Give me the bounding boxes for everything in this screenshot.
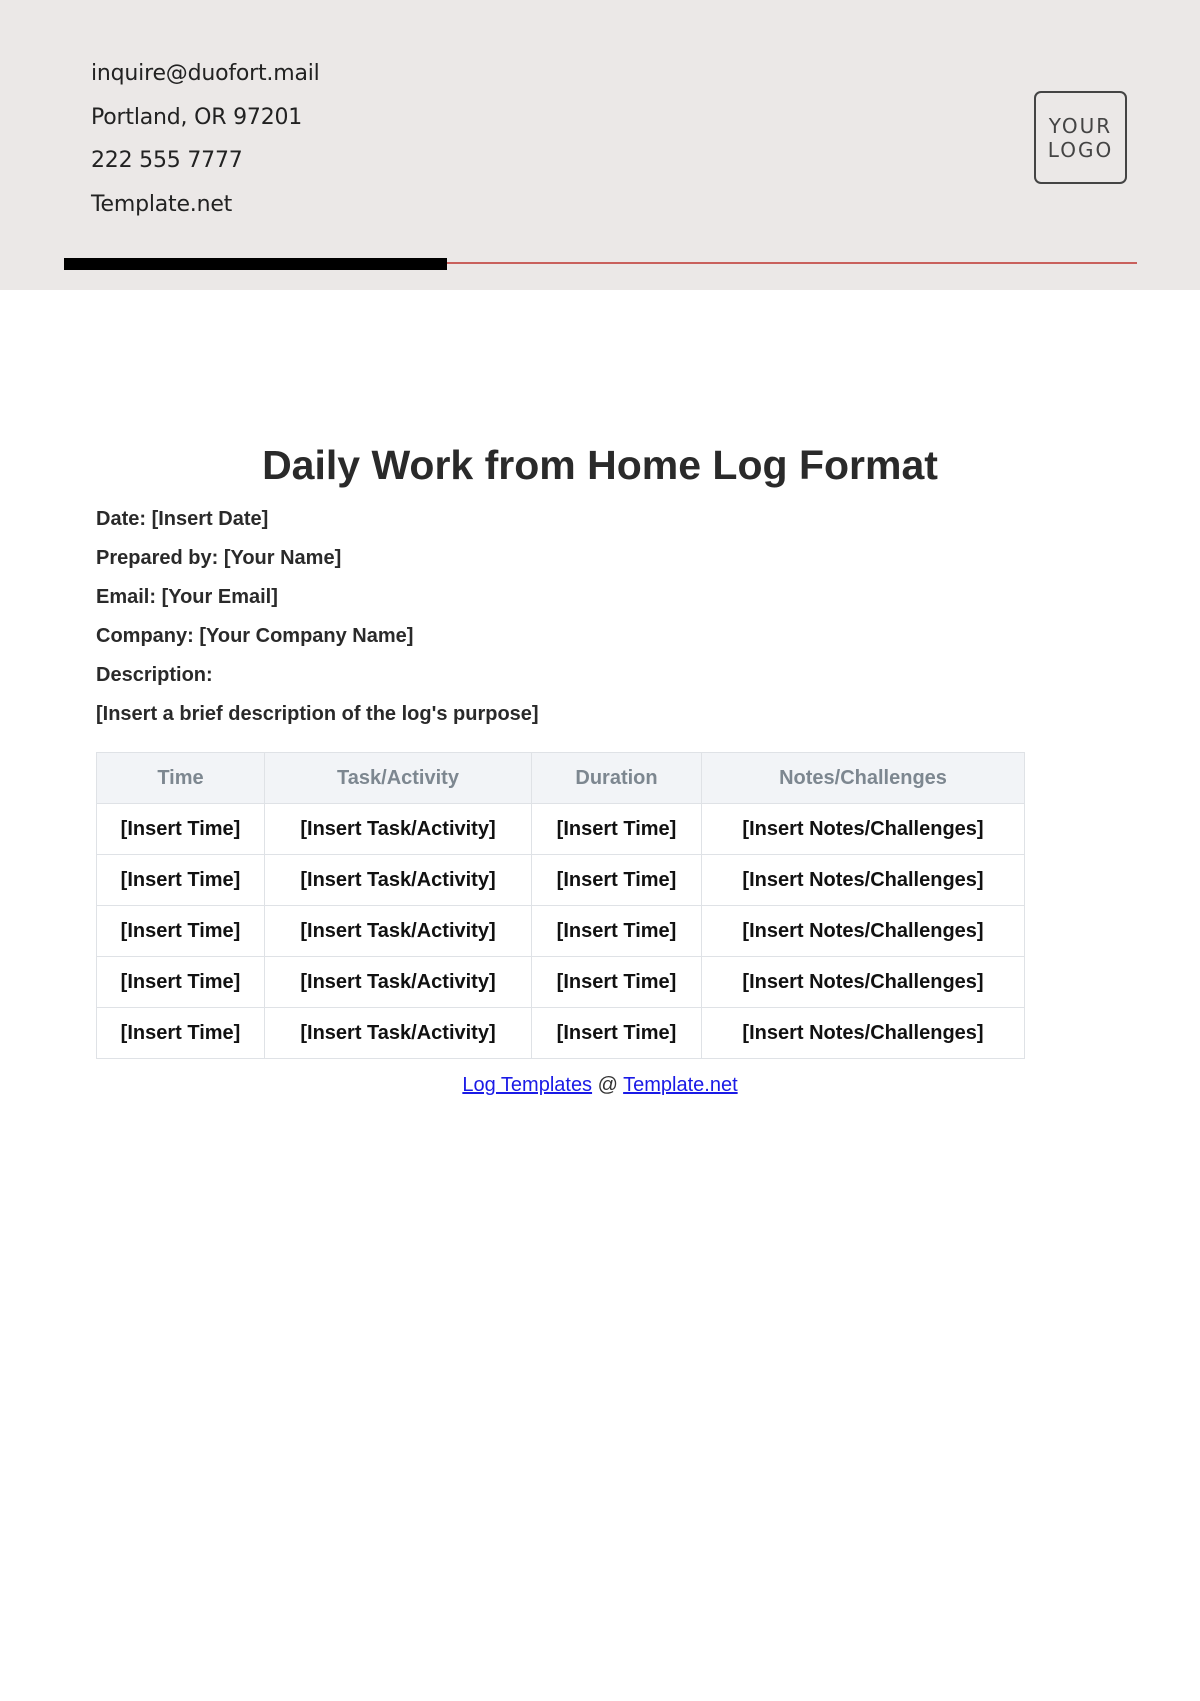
info-email: Email: [Your Email]	[96, 586, 278, 608]
table-row	[97, 1008, 1025, 1059]
logo-text-line1: YOUR	[1048, 113, 1113, 138]
column-header-task: Task/Activity	[265, 753, 532, 804]
cell-duration: [Insert Time]	[532, 906, 702, 957]
table-row	[97, 906, 1025, 957]
contact-email: inquire@duofort.mail	[91, 61, 320, 86]
logo-placeholder	[1034, 91, 1127, 184]
cell-task: [Insert Task/Activity]	[265, 906, 532, 957]
cell-task: [Insert Task/Activity]	[265, 957, 532, 1008]
contact-address: Portland, OR 97201	[91, 104, 303, 130]
column-header-time: Time	[97, 753, 265, 804]
info-prepared-by: Prepared by: [Your Name]	[96, 547, 342, 569]
cell-duration: [Insert Time]	[532, 804, 702, 855]
info-date: Date: [Insert Date]	[96, 508, 269, 530]
contact-phone: 222 555 7777	[91, 148, 243, 173]
cell-duration: [Insert Time]	[532, 855, 702, 906]
column-header-duration: Duration	[532, 753, 702, 804]
accent-bar	[64, 258, 447, 270]
cell-notes: [Insert Notes/Challenges]	[702, 957, 1025, 1008]
cell-task: [Insert Task/Activity]	[265, 804, 532, 855]
table-row	[97, 804, 1025, 855]
contact-block	[91, 52, 320, 226]
table-row	[97, 957, 1025, 1008]
cell-notes: [Insert Notes/Challenges]	[702, 1008, 1025, 1059]
cell-time: [Insert Time]	[97, 855, 265, 906]
accent-line	[447, 262, 1137, 264]
footer-separator: @	[592, 1074, 624, 1096]
cell-time: [Insert Time]	[97, 1008, 265, 1059]
cell-task: [Insert Task/Activity]	[265, 855, 532, 906]
cell-time: [Insert Time]	[97, 906, 265, 957]
table-header-row	[97, 753, 1025, 804]
cell-notes: [Insert Notes/Challenges]	[702, 855, 1025, 906]
letterhead	[0, 0, 1200, 290]
column-header-notes: Notes/Challenges	[702, 753, 1025, 804]
info-company: Company: [Your Company Name]	[96, 625, 414, 647]
footer-attribution	[0, 1074, 1200, 1097]
log-table	[96, 752, 1025, 1059]
page-title: Daily Work from Home Log Format	[262, 442, 938, 488]
template-net-link[interactable]: Template.net	[623, 1074, 738, 1096]
cell-notes: [Insert Notes/Challenges]	[702, 906, 1025, 957]
cell-task: [Insert Task/Activity]	[265, 1008, 532, 1059]
info-description-label: Description:	[96, 664, 213, 686]
cell-time: [Insert Time]	[97, 804, 265, 855]
contact-website: Template.net	[91, 191, 233, 217]
cell-time: [Insert Time]	[97, 957, 265, 1008]
document-info	[96, 500, 539, 734]
log-templates-link[interactable]: Log Templates	[462, 1074, 593, 1096]
cell-duration: [Insert Time]	[532, 1008, 702, 1059]
cell-duration: [Insert Time]	[532, 957, 702, 1008]
info-description: [Insert a brief description of the log's purpose]	[96, 703, 539, 725]
cell-notes: [Insert Notes/Challenges]	[702, 804, 1025, 855]
logo-text-line2: LOGO	[1047, 137, 1114, 162]
table-row	[97, 855, 1025, 906]
